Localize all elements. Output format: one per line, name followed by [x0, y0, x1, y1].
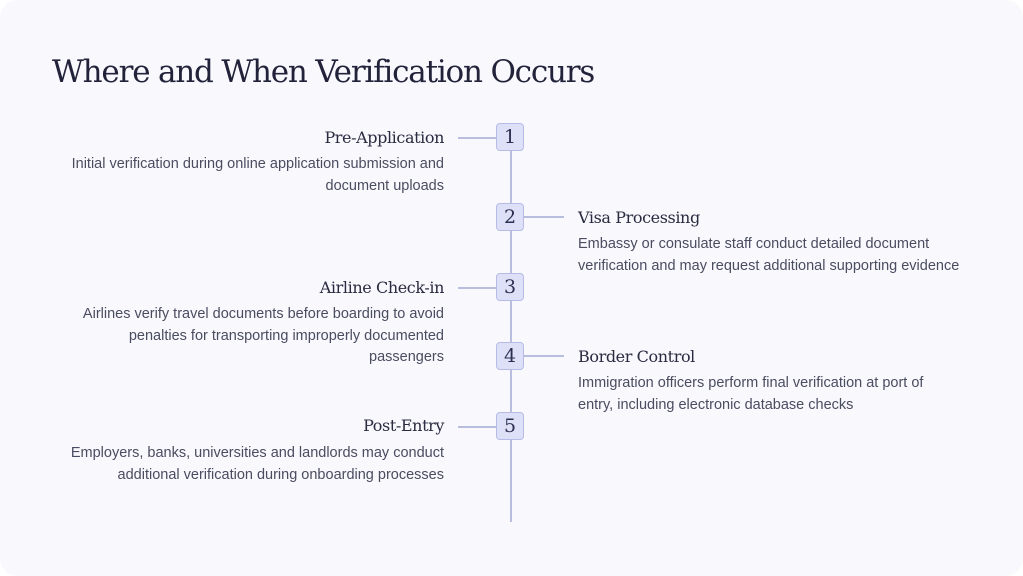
step-description-1: Initial verification during online application submission and document uploads: [71, 156, 444, 194]
step-marker-5: 5: [496, 412, 524, 440]
step-description-5: Employers, banks, universities and landlords may conduct additional verification during onboarding processes: [70, 445, 444, 483]
step-title-1: Pre-Application: [324, 128, 444, 147]
timeline-line: [510, 128, 512, 522]
step-title-2: Visa Processing: [578, 208, 700, 227]
connector-4: [524, 355, 564, 357]
step-title-5: Post-Entry: [363, 416, 444, 435]
step-title-4: Border Control: [578, 347, 695, 366]
step-marker-1: 1: [496, 123, 524, 151]
step-description-4: Immigration officers perform final verification at port of entry, including electronic database checks: [578, 375, 924, 413]
step-marker-3: 3: [496, 273, 524, 301]
step-description-2: Embassy or consulate staff conduct detailed document verification and may request additional supporting evidence: [578, 236, 960, 274]
connector-1: [458, 137, 498, 139]
step-marker-2: 2: [496, 203, 524, 231]
slide-title: Where and When Verification Occurs: [52, 54, 595, 90]
connector-2: [524, 216, 564, 218]
step-title-3: Airline Check-in: [319, 278, 444, 297]
step-description-3: Airlines verify travel documents before boarding to avoid penalties for transporting improperly documented passengers: [82, 306, 444, 365]
step-marker-4: 4: [496, 342, 524, 370]
connector-5: [458, 426, 498, 428]
connector-3: [458, 287, 498, 289]
